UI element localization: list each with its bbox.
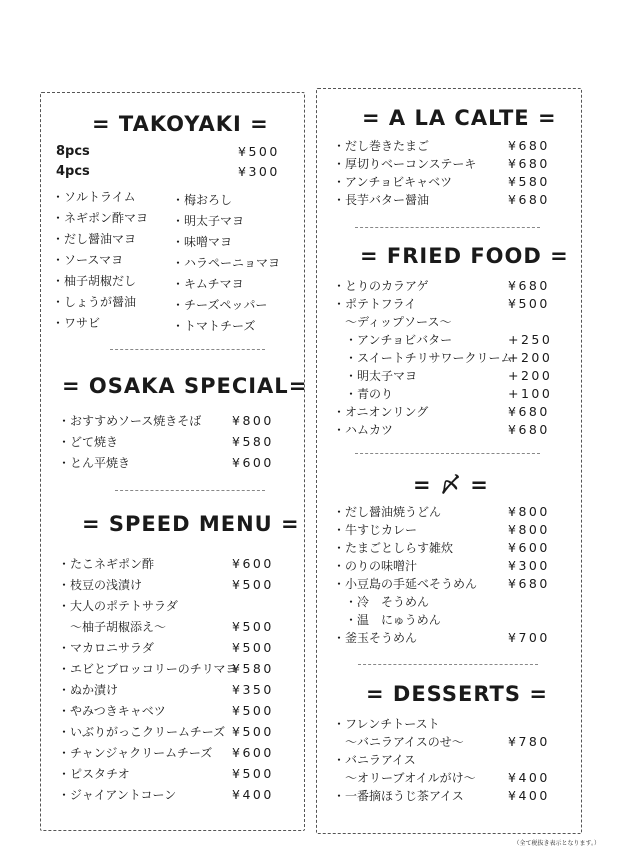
takoyaki-flavor: ・ハラペーニョマヨ xyxy=(172,256,281,270)
menu-item-price: +250 xyxy=(508,332,553,347)
menu-item-name: ・ジャイアントコーン xyxy=(58,788,177,802)
menu-item-name: ・とん平焼き xyxy=(58,456,131,470)
menu-item-name: ・釜玉そうめん xyxy=(333,631,418,645)
fried-food-title: = FRIED FOOD = xyxy=(360,244,569,268)
menu-item-price: ¥400 xyxy=(232,787,274,802)
menu-item-price: ¥680 xyxy=(508,422,550,437)
divider xyxy=(115,490,265,491)
menu-item-name: 〜オリーブオイルがけ〜 xyxy=(333,771,476,785)
menu-item-price: ¥400 xyxy=(508,788,550,803)
menu-item-name: ・やみつきキャベツ xyxy=(58,704,166,718)
menu-item-name: ・チャンジャクリームチーズ xyxy=(58,746,213,760)
menu-item-name: ・長芋バター醤油 xyxy=(333,193,430,207)
menu-item-name: 〜柚子胡椒添え〜 xyxy=(58,620,167,634)
menu-item-price: +100 xyxy=(508,386,553,401)
menu-item-name: ・スイートチリサワークリーム xyxy=(333,351,513,365)
menu-item-name: ・アンチョビキャベツ xyxy=(333,175,453,189)
takoyaki-flavor: ・明太子マヨ xyxy=(172,214,245,228)
shime-title: = 〆 = xyxy=(413,473,489,497)
menu-item-price: ¥680 xyxy=(508,278,550,293)
menu-item-price: ¥680 xyxy=(508,192,550,207)
takoyaki-4pcs-label: 4pcs xyxy=(56,164,90,179)
menu-item-name: 〜ディップソース〜 xyxy=(333,315,452,329)
menu-item-name: ・明太子マヨ xyxy=(333,369,418,383)
menu-item-name: ・だし巻きたまご xyxy=(333,139,430,153)
menu-item-name: ・大人のポテトサラダ xyxy=(58,599,178,613)
menu-item-price: ¥350 xyxy=(232,682,274,697)
menu-item-price: ¥800 xyxy=(232,413,274,428)
menu-item-name: ・枝豆の浅漬け xyxy=(58,578,143,592)
menu-item-name: ・フレンチトースト xyxy=(333,717,440,731)
menu-item-name: ・マカロニサラダ xyxy=(58,641,154,655)
menu-item-price: ¥600 xyxy=(508,540,550,555)
menu-item-price: ¥680 xyxy=(508,404,550,419)
menu-item-price: ¥800 xyxy=(508,522,550,537)
takoyaki-4pcs-price: ¥300 xyxy=(238,164,280,179)
menu-item-price: ¥700 xyxy=(508,630,550,645)
menu-item-name: ・ポテトフライ xyxy=(333,297,417,311)
menu-item-price: ¥300 xyxy=(508,558,550,573)
a-la-carte-title: = A LA CALTE = xyxy=(362,106,557,130)
menu-item-name: ・一番摘ほうじ茶アイス xyxy=(333,789,464,803)
takoyaki-flavor: ・しょうが醤油 xyxy=(52,295,137,309)
menu-item-name: ・どて焼き xyxy=(58,435,119,449)
takoyaki-title: = TAKOYAKI = xyxy=(92,112,269,136)
menu-item-price: ¥580 xyxy=(232,661,274,676)
desserts-title: = DESSERTS = xyxy=(366,682,548,706)
divider xyxy=(110,349,265,350)
menu-item-price: ¥680 xyxy=(508,138,550,153)
menu-item-price: ¥500 xyxy=(232,766,274,781)
takoyaki-8pcs-label: 8pcs xyxy=(56,144,90,159)
divider xyxy=(355,227,540,228)
menu-item-price: +200 xyxy=(508,368,553,383)
menu-item-name: ・小豆島の手延べそうめん xyxy=(333,577,478,591)
menu-item-name: ・アンチョビバター xyxy=(333,333,453,347)
menu-item-name: ・牛すじカレー xyxy=(333,523,418,537)
menu-item-name: ・とりのカラアゲ xyxy=(333,279,429,293)
menu-item-name: 〜バニラアイスのせ〜 xyxy=(333,735,464,749)
menu-item-price: ¥600 xyxy=(232,455,274,470)
menu-item-name: ・のりの味噌汁 xyxy=(333,559,418,573)
menu-item-price: ¥680 xyxy=(508,156,550,171)
menu-item-price: ¥500 xyxy=(232,619,274,634)
menu-item-name: ・おすすめソース焼きそば xyxy=(58,414,202,428)
menu-item-name: ・青のり xyxy=(333,387,394,401)
menu-item-name: ・たまごとしらす雑炊 xyxy=(333,541,454,555)
takoyaki-flavor: ・ネギポン酢マヨ xyxy=(52,211,149,225)
takoyaki-flavor: ・チーズペッパー xyxy=(172,298,268,312)
takoyaki-flavor: ・だし醤油マヨ xyxy=(52,232,137,246)
takoyaki-flavor: ・味噌マヨ xyxy=(172,235,233,249)
menu-item-name: ・ぬか漬け xyxy=(58,683,119,697)
menu-item-name: ・バニラアイス xyxy=(333,753,416,767)
menu-item-price: ¥580 xyxy=(232,434,274,449)
osaka-special-title: = OSAKA SPECIAL= xyxy=(62,374,308,398)
takoyaki-8pcs-price: ¥500 xyxy=(238,144,280,159)
menu-item-price: ¥500 xyxy=(508,296,550,311)
menu-item-price: ¥780 xyxy=(508,734,550,749)
menu-item-name: ・いぶりがっこクリームチーズ xyxy=(58,725,226,739)
menu-item-name: ・ピスタチオ xyxy=(58,767,130,781)
menu-item-name: ・エビとブロッコリーのチリマヨ xyxy=(58,662,238,676)
menu-item-name: ・冷 そうめん xyxy=(333,595,430,609)
menu-item-price: ¥500 xyxy=(232,703,274,718)
menu-item-price: ¥680 xyxy=(508,576,550,591)
divider xyxy=(358,664,538,665)
menu-item-name: ・ハムカツ xyxy=(333,423,394,437)
menu-item-price: ¥600 xyxy=(232,745,274,760)
menu-item-price: ¥500 xyxy=(232,640,274,655)
menu-item-price: ¥600 xyxy=(232,556,274,571)
menu-item-price: ¥800 xyxy=(508,504,550,519)
menu-item-price: ¥580 xyxy=(508,174,550,189)
menu-item-price: ¥500 xyxy=(232,577,274,592)
menu-item-name: ・厚切りベーコンステーキ xyxy=(333,157,477,171)
takoyaki-flavor: ・ワサビ xyxy=(52,316,101,330)
divider xyxy=(355,453,540,454)
menu-item-name: ・だし醤油焼うどん xyxy=(333,505,442,519)
speed-menu-title: = SPEED MENU = xyxy=(82,512,300,536)
menu-item-price: +200 xyxy=(508,350,553,365)
menu-item-name: ・たこネギポン酢 xyxy=(58,557,155,571)
tax-footnote: （全て税抜き表示となります。） xyxy=(513,840,600,847)
menu-item-price: ¥500 xyxy=(232,724,274,739)
takoyaki-flavor: ・梅おろし xyxy=(172,193,233,207)
takoyaki-flavor: ・ソースマヨ xyxy=(52,253,124,267)
menu-item-price: ¥400 xyxy=(508,770,550,785)
takoyaki-flavor: ・ソルトライム xyxy=(52,190,136,204)
takoyaki-flavor: ・トマトチーズ xyxy=(172,319,256,333)
takoyaki-flavor: ・柚子胡椒だし xyxy=(52,274,137,288)
takoyaki-flavor: ・キムチマヨ xyxy=(172,277,244,291)
menu-item-name: ・温 にゅうめん xyxy=(333,613,441,627)
menu-item-name: ・オニオンリング xyxy=(333,405,429,419)
